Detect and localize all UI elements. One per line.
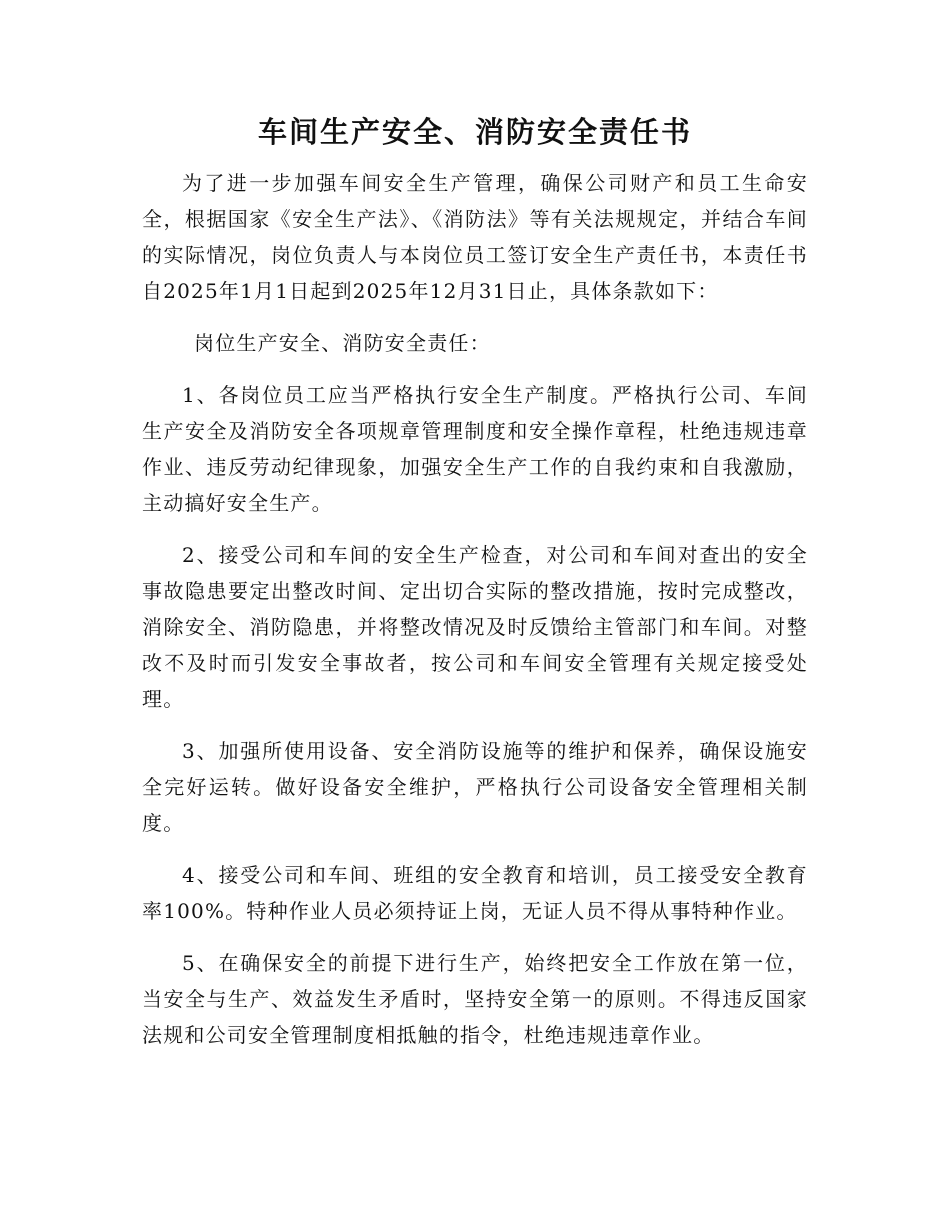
section-heading: 岗位生产安全、消防安全责任： — [194, 331, 491, 355]
clause-1: 1、各岗位员工应当严格执行安全生产制度。严格执行公司、车间生产安全及消防安全各项规章管理制度和安全操作章程，杜绝违规违章作业、违反劳动纪律现象，加强安全生产工作的自我约束和自我激励，主动搞好安全生产。 — [142, 383, 808, 515]
intro-paragraph: 为了进一步加强车间安全生产管理，确保公司财产和员工生命安全，根据国家《安全生产法》、《消防法》等有关法规规定，并结合车间的实际情况，岗位负责人与本岗位员工签订安全生产责任书，本责任书自2025年1月1日起到2025年12月31日止，具体条款如下： — [142, 171, 808, 303]
document-body — [142, 165, 808, 1053]
document-title: 车间生产安全、消防安全责任书 — [257, 115, 692, 149]
clause-2: 2、接受公司和车间的安全生产检查，对公司和车间对查出的安全事故隐患要定出整改时间、定出切合实际的整改措施，按时完成整改，消除安全、消防隐患，并将整改情况及时反馈给主管部门和车间。对整改不及时而引发安全事故者，按公司和车间安全管理有关规定接受处理。 — [142, 543, 808, 711]
clause-3: 3、加强所使用设备、安全消防设施等的维护和保养，确保设施安全完好运转。做好设备安全维护，严格执行公司设备安全管理相关制度。 — [142, 739, 808, 835]
clause-5: 5、在确保安全的前提下进行生产，始终把安全工作放在第一位，当安全与生产、效益发生矛盾时，坚持安全第一的原则。不得违反国家法规和公司安全管理制度相抵触的指令，杜绝违规违章作业。 — [142, 951, 808, 1047]
clause-4: 4、接受公司和车间、班组的安全教育和培训，员工接受安全教育率100%。特种作业人员必须持证上岗，无证人员不得从事特种作业。 — [142, 863, 808, 923]
